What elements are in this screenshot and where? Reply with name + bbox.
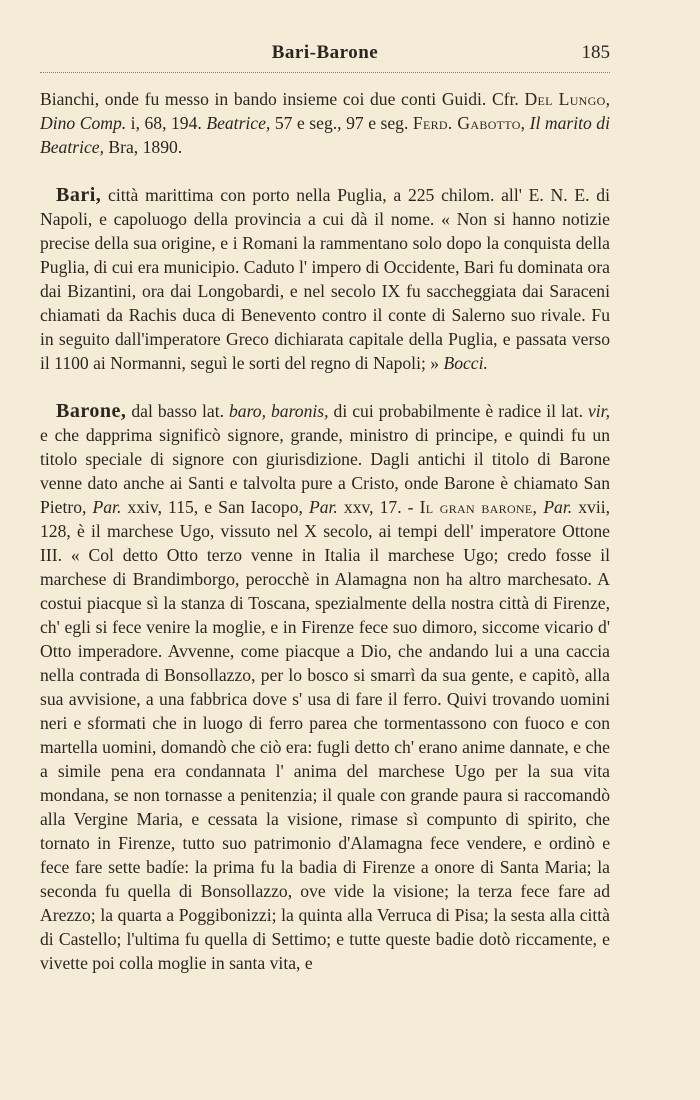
work-title: Dino Comp. [40,113,127,133]
latin-term: vir, [587,401,610,421]
text-run: xxv, 17. - [337,497,420,517]
running-title: Bari-Barone [271,42,379,63]
headword: Bari, [56,184,102,206]
entry-text: città marittima con porto nella Puglia, a 225 chilom. all' E. N. E. di Napoli, e capoluogo della provincia a cui dà il nome. « Non si hanno notizie precise della sua origine, e i Romani la rammentano solo dopo la conquista della Puglia, di cui era municipio. Caduto l' impero di Occidente, Bari fu dominata ora dai Bizantini, ora dai Longobardi, e nel secolo IX fu saccheggiata dai Saraceni chiamati da Rachis duca di Benevento contro il conte di Salerno suo rivale. Fu in seguito dall'imperatore Greco dichiarata capitale della Puglia, e passata verso il 1100 ai Normanni, seguì le sorti del regno di Napoli; » [40,185,610,373]
entry-barone [40,399,610,975]
text-run: , [520,113,530,133]
reference: Par. [92,497,122,517]
headword: Barone, [56,400,127,422]
text-run: xxiv, 115, e San Iacopo, [121,497,309,517]
running-head [40,40,610,73]
text-run: di cui probabilmente è radice il lat. [328,401,588,421]
text-run: dal basso lat. [126,401,229,421]
text-run: i, 68, 194. [126,113,207,133]
page-number: 185 [581,42,610,63]
text-run: Bra, 1890. [104,137,183,157]
text-run: Bianchi, onde fu messo in bando insieme coi due conti Guidi. Cfr. [40,89,525,109]
text-run: e che dapprima significò signore, grande, ministro di principe, e quindi fu un titolo speciale di signore con giurisdizione. Dagli antichi il titolo di Barone venne dato anche ai Santi e talvolta pure a Cristo, onde Barone è chiamato San Pietro, [40,425,610,517]
text-run: , [605,89,610,109]
work-title: Il marito di Beatrice, [40,113,610,157]
reference: Par. [308,497,338,517]
work-title: Beatrice, [206,113,271,133]
author-name: Del Lungo [524,89,606,109]
latin-term: baro, baronis, [229,401,329,421]
book-page [40,40,610,975]
source-citation: Bocci. [443,353,488,373]
author-name: Ferd. Gabotto [412,113,521,133]
entry-bari [40,183,610,375]
continuation-paragraph [40,87,610,159]
text-run: xvii, 128, è il marchese Ugo, vissuto nel X secolo, ai tempi dell' imperatore Ottone III. « Col detto Otto terzo venne in Italia il marchese Ugo; credo fosse il marchese di Brandimborgo, perocchè in Alamagna non ha altro marchesato. A costui piacque sì la stanza di Toscana, spezialmente della nostra città di Firenze, ch' egli si fece venire la moglie, e in Firenze fece suo dimoro, siccome vicario d' Otto imperadore. Avvenne, come piacque a Dio, che andando lui a una caccia nella contrada di Bonsollazzo, per lo bosco si smarrì da sua gente, e capitò, alla sua avvisione, a una fabbrica dove s' usa di fare il ferro. Quivi trovando uomini neri e sformati che in luogo di ferro parea che tormentassono con fuoco e con martella uomini, domandò che ciò era: fugli detto ch' erano anime dannate, e che a simile pena era condannata l' anima del marchese Ugo per la sua vita mondana, se non tornasse a penitenzia; il quale con grande paura si raccomandò alla Vergine Maria, e cessata la visione, rimase sì compunto di spirito, che tornato in Firenze, tutto suo patrimonio d'Alamagna fece vendere, e ordinò e fece fare sette badíe: la prima fu la badia di Firenze a onore di Santa Maria; la seconda fu quella di Bonsollazzo, ove vide la visione; la terza fece fare ad Arezzo; la quarta a Poggibonizzi; la quinta alla Verruca di Pisa; la sesta alla città di Castello; l'ultima fu quella di Settimo; e tutte queste badie dotò riccamente, e vivette poi colla moglie in santa vita, e [40,497,611,973]
page-body [40,87,610,975]
sub-headword: Il gran barone, [419,497,538,517]
reference: Par. [543,497,573,517]
text-run: 57 e seg., 97 e seg. [270,113,413,133]
